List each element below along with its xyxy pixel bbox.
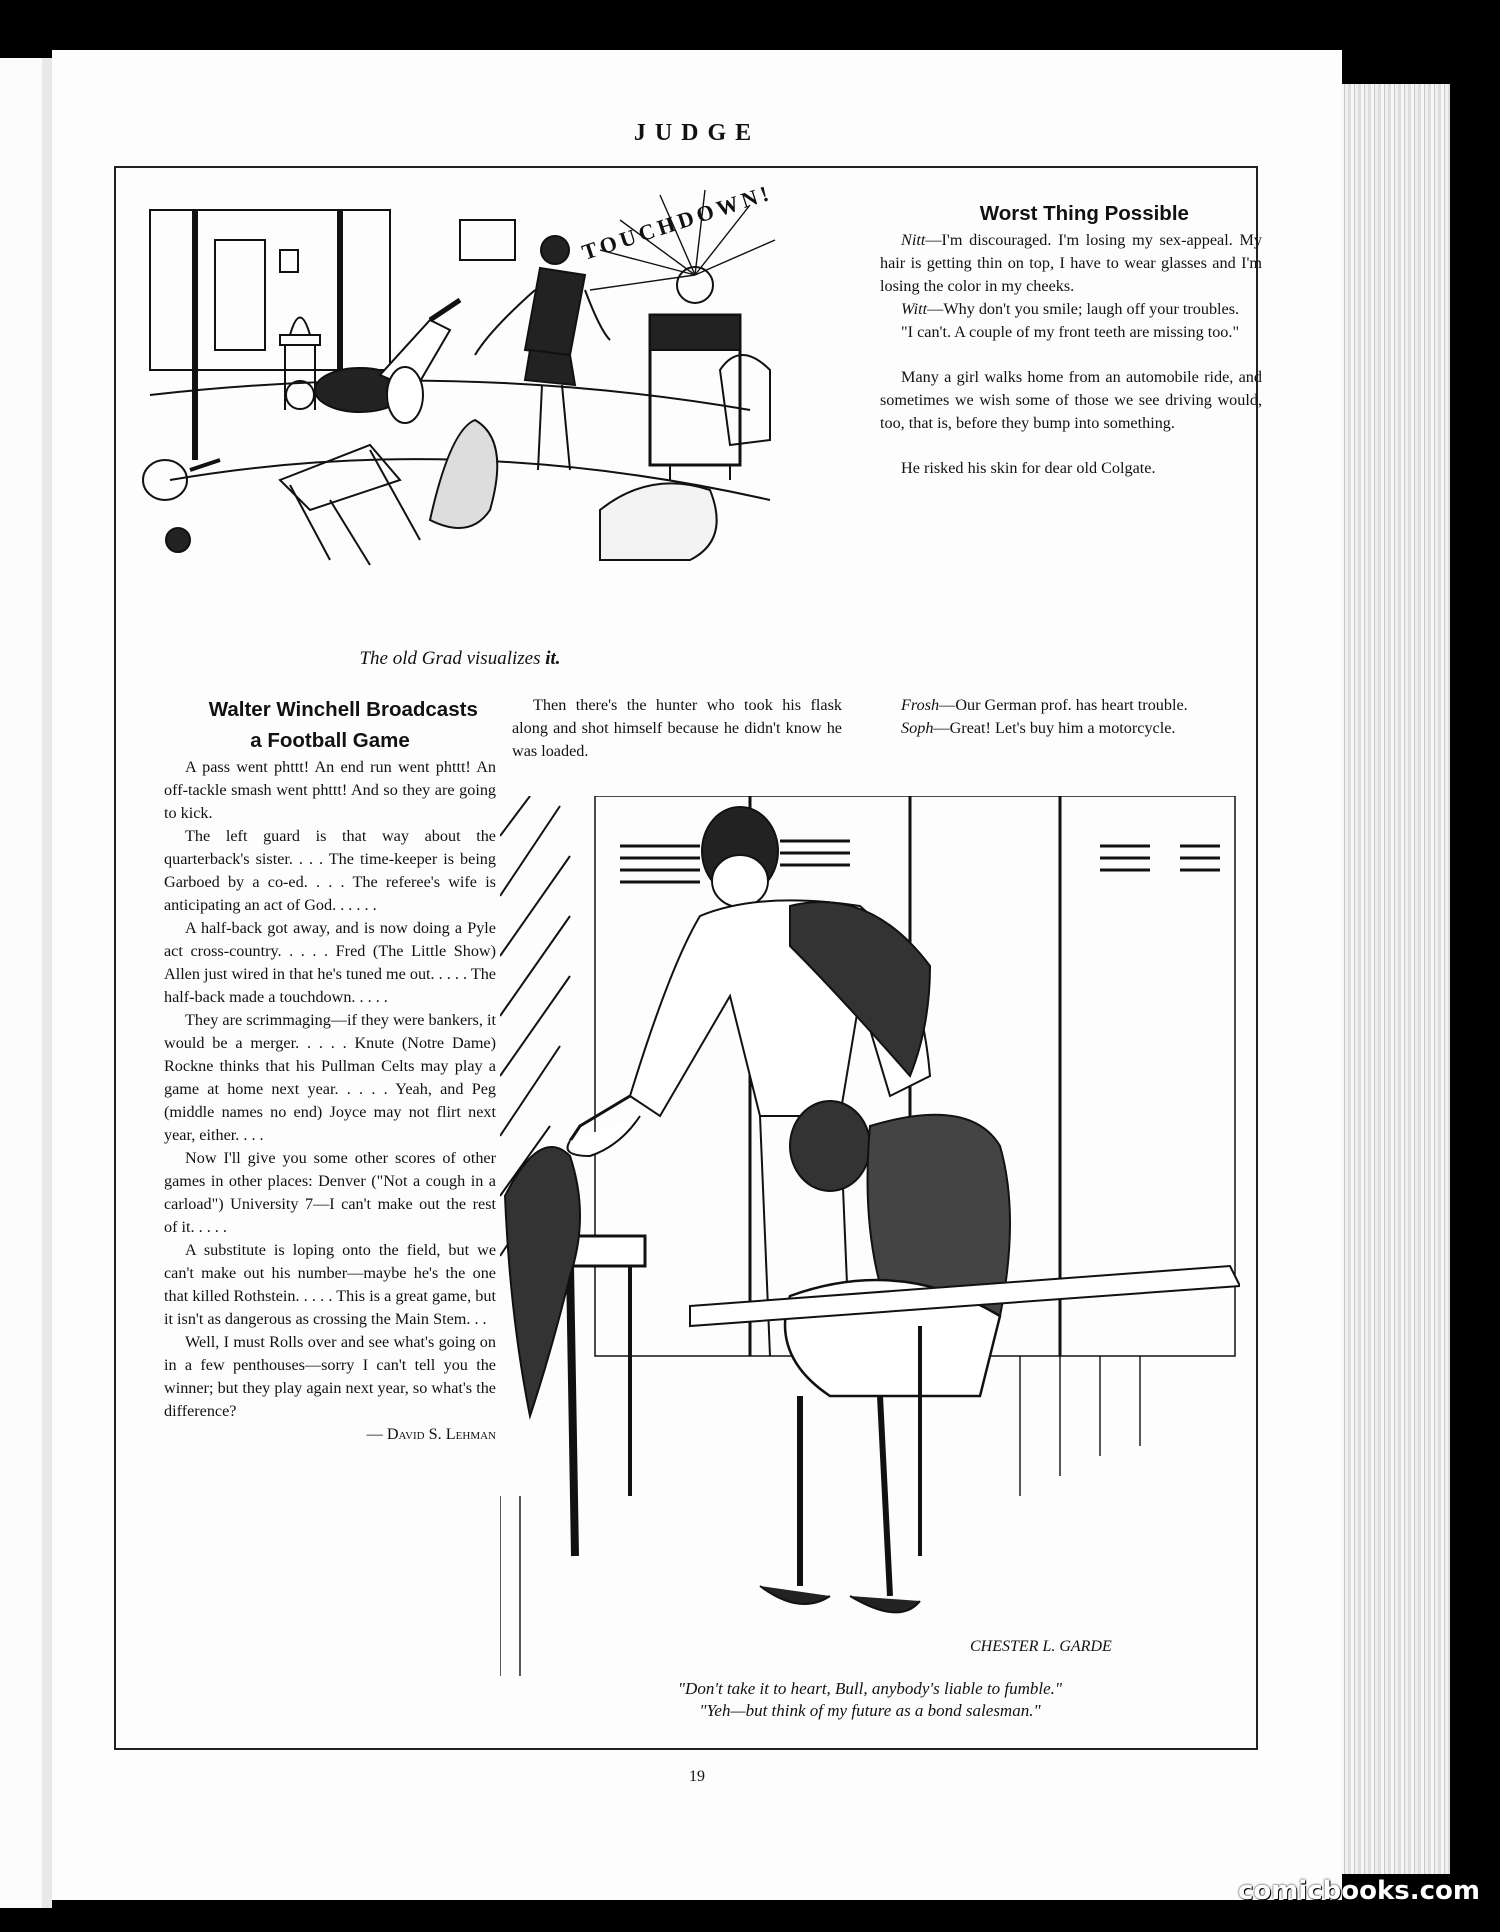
- winchell-paragraph: A half-back got away, and is now doing a Pyle act cross-country. . . . . Fred (The Little Show) Allen just wired in that he's tuned me out. . . . . The half-back made a touchdown. . . . .: [164, 919, 496, 1006]
- winchell-paragraph: They are scrimmaging—if they were bankers, it would be a merger. . . . . Knute (Notre Dame) Rockne thinks that his Pullman Celts may play a game at home next year. . . . . Yeah, and Peg (middle names no end) Joyce may not flirt next year, either. . . .: [164, 1011, 496, 1144]
- nitt-line: —I'm discouraged. I'm losing my sex-appeal. My hair is getting thin on top, I have to wear glasses and I'm losing the color in my cheeks.: [880, 231, 1262, 295]
- winchell-paragraph: Well, I must Rolls over and see what's going on in a few penthouses—sorry I can't tell you the winner; but they play again next year, so what's the difference?: [164, 1333, 496, 1420]
- worst-thing-line-1: [880, 229, 1262, 298]
- frosh-text: —Our German prof. has heart trouble.: [939, 696, 1188, 714]
- joke-hunter: Then there's the hunter who took his flask along and shot himself because he didn't know he was loaded.: [512, 696, 842, 760]
- old-grad-cartoon: [130, 180, 790, 680]
- winchell-paragraph: A substitute is loping onto the field, but we can't make out his number—maybe he's the one that killed Rothstein. . . . . This is a great game, but it isn't as dangerous as crossing the Main Stem. . .: [164, 1241, 496, 1328]
- artist-signature: CHESTER L. GARDE: [970, 1638, 1112, 1655]
- speaker-frosh: Frosh: [901, 696, 940, 714]
- winchell-paragraph: A pass went phttt! An end run went phttt! An off-tackle smash went phttt! And so they are going to kick.: [164, 758, 496, 822]
- worst-thing-line-2: [880, 298, 1262, 321]
- winchell-title: [164, 694, 496, 756]
- watermark: comicbooks.com: [1237, 1876, 1480, 1906]
- joke-colgate: He risked his skin for dear old Colgate.: [901, 459, 1156, 477]
- top-caption-emphasis: it.: [545, 648, 561, 669]
- winchell-paragraph: The left guard is that way about the quarterback's sister. . . . The time-keeper is being Garboed by a co-ed. . . . The referee's wife is anticipating an act of God. . . . . .: [164, 827, 496, 914]
- locker-room-cartoon: [500, 796, 1240, 1726]
- frosh-line: [880, 694, 1262, 717]
- witt-line: —Why don't you smile; laugh off your troubles.: [927, 300, 1240, 318]
- touchdown-sound-effect: TOUCHDOWN!: [578, 180, 776, 265]
- speaker-nitt: Nitt: [901, 231, 926, 249]
- worst-thing-column: [880, 198, 1262, 480]
- speaker-witt: Witt: [901, 300, 928, 318]
- speaker-soph: Soph: [901, 719, 934, 737]
- book-page-edges: [1338, 84, 1450, 1874]
- top-caption-text: The old Grad visualizes: [359, 648, 546, 669]
- masthead: JUDGE: [633, 120, 761, 146]
- winchell-paragraph: Now I'll give you some other scores of other games in other places: Denver ("Not a cough in a carload") University 7—I can't make out the rest of it. . . . .: [164, 1149, 496, 1236]
- top-cartoon-caption: [130, 648, 790, 670]
- winchell-column: [164, 694, 496, 1446]
- caption-line-1: "Don't take it to heart, Bull, anybody's liable to fumble.": [677, 1679, 1063, 1698]
- soph-line: [880, 717, 1262, 740]
- caption-line-2: "Yeh—but think of my future as a bond salesman.": [699, 1701, 1041, 1720]
- frosh-soph-column: [880, 694, 1262, 740]
- hunter-column: [512, 694, 842, 763]
- magazine-page: [52, 50, 1342, 1900]
- left-page-edge: [0, 58, 52, 1908]
- bottom-cartoon-caption: [500, 1678, 1240, 1722]
- joke-girl-walks: Many a girl walks home from an automobile ride, and sometimes we wish some of those we see driving would, too, that is, before they bump into something.: [880, 368, 1262, 432]
- winchell-title-line-1: Walter Winchell Broadcasts: [208, 698, 478, 721]
- winchell-title-line-2: a Football Game: [250, 729, 410, 752]
- worst-thing-line-3: "I can't. A couple of my front teeth are missing too.": [901, 323, 1240, 341]
- soph-text: —Great! Let's buy him a motorcycle.: [933, 719, 1176, 737]
- page-number: 19: [689, 1768, 705, 1785]
- page-gutter: [42, 58, 52, 1908]
- worst-thing-title: Worst Thing Possible: [979, 202, 1189, 225]
- winchell-byline: — David S. Lehman: [366, 1425, 496, 1443]
